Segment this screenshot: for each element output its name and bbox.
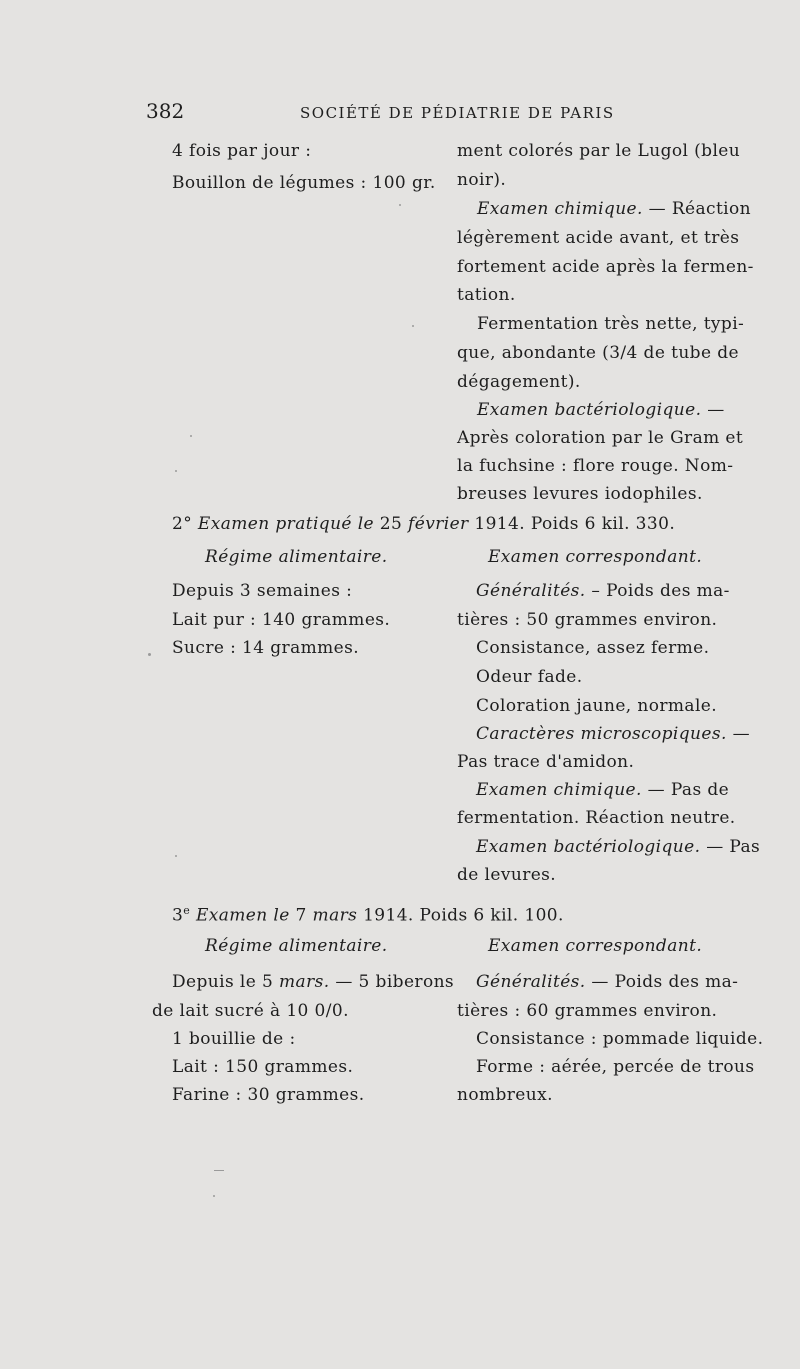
text-line: Pas trace d'amidon. — [457, 752, 635, 772]
column-title: Régime alimentaire. — [205, 547, 388, 567]
text-line: noir). — [457, 170, 507, 190]
text-line: Coloration jaune, normale. — [476, 696, 718, 716]
text-line: Examen chimique. — Réaction — [477, 199, 752, 219]
scan-speck — [214, 1170, 224, 1171]
text-line: dégagement). — [457, 372, 581, 392]
scan-speck — [399, 204, 401, 206]
text-line: nombreux. — [457, 1085, 553, 1105]
text-line: tation. — [457, 285, 516, 305]
text-line: Depuis 3 semaines : — [172, 581, 353, 601]
scan-speck — [190, 435, 192, 437]
text-line: fermentation. Réaction neutre. — [457, 808, 736, 828]
column-title: Régime alimentaire. — [205, 936, 388, 956]
text-line: Lait : 150 grammes. — [172, 1057, 354, 1077]
text-line: Après coloration par le Gram et — [457, 428, 744, 448]
text-line: Généralités. – Poids des ma- — [476, 581, 730, 601]
scan-speck — [148, 653, 151, 656]
scan-speck — [213, 1195, 215, 1197]
text-line: Bouillon de légumes : 100 gr. — [172, 173, 436, 193]
text-line: Examen bactériologique. — Pas — [476, 837, 761, 857]
text-line: tières : 60 grammes environ. — [457, 1001, 718, 1021]
text-line: Examen bactériologique. — — [477, 400, 725, 420]
text-line: Généralités. — Poids des ma- — [476, 972, 739, 992]
scan-speck — [175, 855, 177, 857]
section-label: Examen bactériologique. — [477, 400, 702, 420]
text-line: breuses levures iodophiles. — [457, 484, 703, 504]
text-line: Lait pur : 140 grammes. — [172, 610, 391, 630]
text-line: légèrement acide avant, et très — [457, 228, 740, 248]
text-line: Odeur fade. — [476, 667, 583, 687]
text-line: tières : 50 grammes environ. — [457, 610, 718, 630]
text-line: Examen chimique. — Pas de — [476, 780, 730, 800]
text-line: Fermentation très nette, typi- — [477, 314, 745, 334]
exam-heading: 3e Examen le 7 mars 1914. Poids 6 kil. 100. — [172, 904, 564, 926]
section-label: Examen chimique. — [477, 199, 643, 219]
text-line: Farine : 30 grammes. — [172, 1085, 365, 1105]
text-line: que, abondante (3/4 de tube de — [457, 343, 739, 363]
scan-speck — [175, 470, 177, 472]
text-line: 4 fois par jour : — [172, 141, 312, 161]
column-title: Examen correspondant. — [488, 936, 703, 956]
text-line: Forme : aérée, percée de trous — [476, 1057, 755, 1077]
page-number: 382 — [146, 99, 185, 123]
text-line: Consistance : pommade liquide. — [476, 1029, 764, 1049]
text-line: fortement acide après la fermen- — [457, 257, 754, 277]
text-line: la fuchsine : flore rouge. Nom- — [457, 456, 734, 476]
text-line: Consistance, assez ferme. — [476, 638, 710, 658]
text-line: Depuis le 5 mars. — 5 biberons — [172, 972, 455, 992]
text-line: de levures. — [457, 865, 557, 885]
text-line: ment colorés par le Lugol (bleu — [457, 141, 741, 161]
column-title: Examen correspondant. — [488, 547, 703, 567]
exam-heading: 2° Examen pratiqué le 25 février 1914. Poids 6 kil. 330. — [172, 514, 676, 534]
text-line: de lait sucré à 10 0/0. — [152, 1001, 349, 1021]
text-line: 1 bouillie de : — [172, 1029, 296, 1049]
running-title: SOCIÉTÉ DE PÉDIATRIE DE PARIS — [300, 104, 615, 122]
scan-speck — [412, 325, 414, 327]
text-line: Caractères microscopiques. — — [476, 724, 751, 744]
text-line: Sucre : 14 grammes. — [172, 638, 360, 658]
